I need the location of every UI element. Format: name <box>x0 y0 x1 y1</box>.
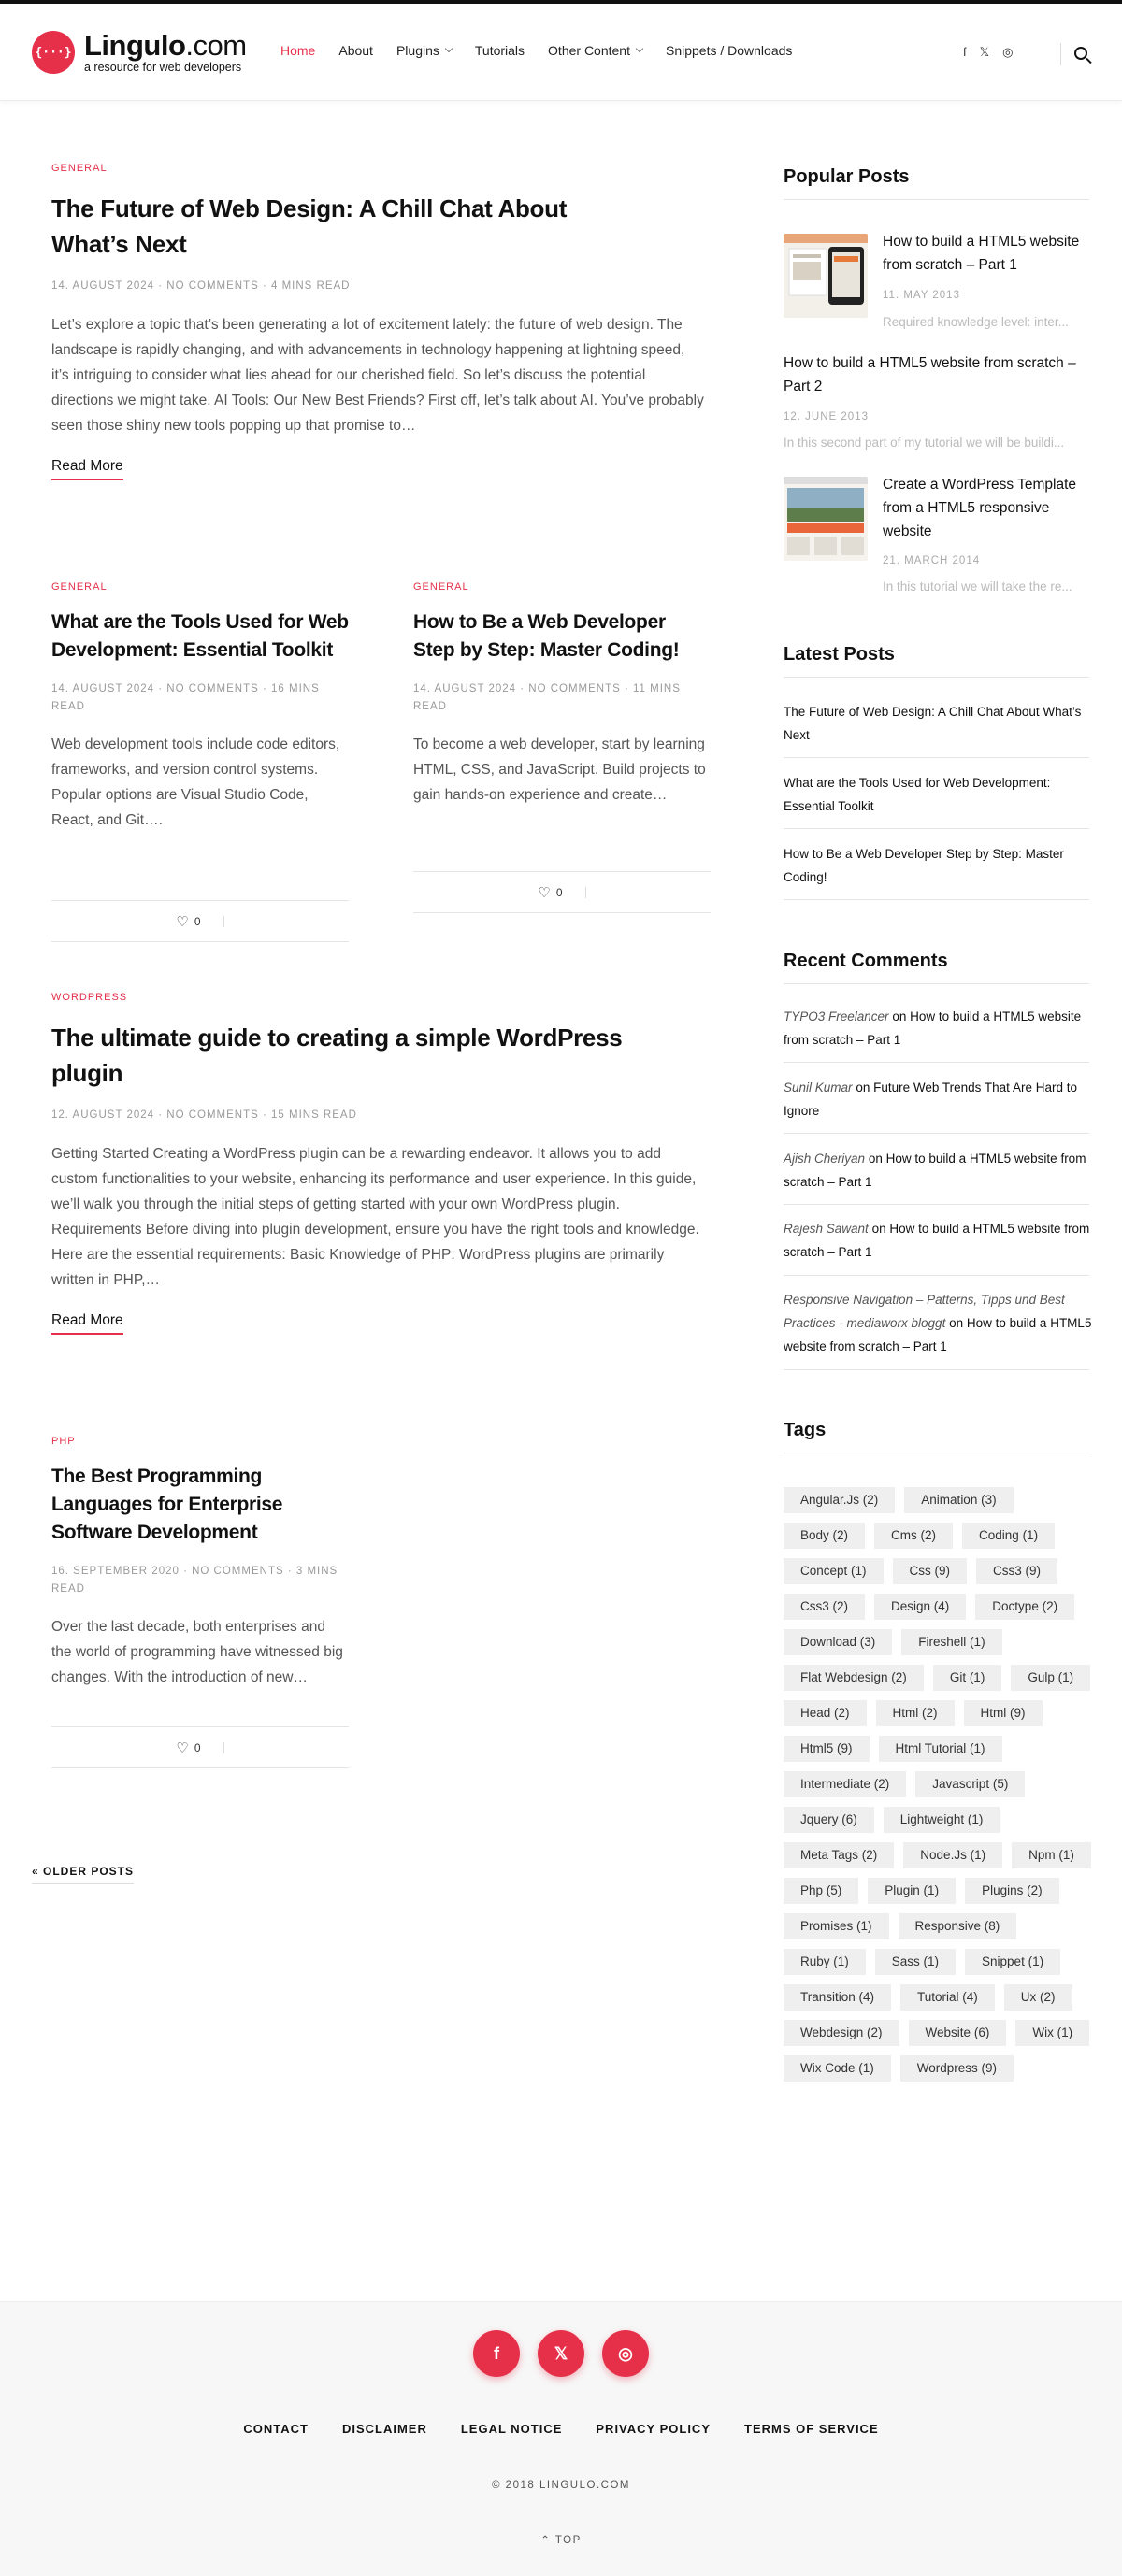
post-footer-bar <box>51 1726 349 1768</box>
comment-post-link[interactable]: How to build a HTML5 website from scratch – Part 1 <box>784 1222 1090 1259</box>
post-title[interactable]: How to Be a Web Developer Step by Step: Master Coding! <box>413 611 680 661</box>
post-how-to-be-web-developer <box>413 581 711 808</box>
main-nav <box>280 43 815 58</box>
popular-post-excerpt: In this second part of my tutorial we will be buildi... <box>784 436 1065 450</box>
logo-name-bold: Lingulo <box>84 28 186 62</box>
post-meta: 12. AUGUST 2024 · NO COMMENTS · 15 MINS READ <box>51 1109 357 1121</box>
popular-post-excerpt: Required knowledge level: inter... <box>883 315 1069 329</box>
read-more-link[interactable]: Read More <box>51 1312 123 1335</box>
tag-link[interactable]: Transition (4) <box>784 1984 891 2011</box>
latest-post-link[interactable]: How to Be a Web Developer Step by Step: Master Coding! <box>784 847 1064 884</box>
list-divider <box>784 828 1089 829</box>
heart-icon: ♡ <box>176 1739 189 1756</box>
comment-on: on <box>949 1316 964 1330</box>
like-button[interactable] <box>176 1739 200 1756</box>
post-excerpt: Getting Started Creating a WordPress plugin can be a rewarding endeavor. It allows you to add custom functionalities to your website, enhancing its performance and user experience. In this guide, we’ll walk you through the initial steps of getting started with your own WordPress plugin. Requirements Before diving into plugin development, ensure you have the right tools and knowledge. Here are the essential requirements: Basic Knowledge of PHP: WordPress plugins are primarily written in PHP,… <box>51 1146 699 1288</box>
recent-comment <box>784 1005 1092 1052</box>
post-excerpt: Let’s explore a topic that’s been generating a lot of excitement lately: the future of web design. The landscape is rapidly changing, and with advancements in technology happening at lightning speed, it’s intriguing to consider what lies ahead for our cherished field. So let’s discuss the potential directions we might take. AI Tools: Our New Best Friends? First off, let’s talk about AI. You’ve probably seen those shiny new tools popping up that promise to… <box>51 317 704 434</box>
tag-link[interactable]: Php (5) <box>784 1878 858 1904</box>
list-divider <box>784 1204 1089 1205</box>
tag-link[interactable]: Sass (1) <box>875 1949 956 1975</box>
post-excerpt: Over the last decade, both enterprises and the world of programming have witnessed big changes. With the introduction of new… <box>51 1619 343 1685</box>
heart-icon: ♡ <box>538 884 551 901</box>
recent-comment <box>784 1076 1092 1123</box>
nav-label: Other Content <box>548 43 630 58</box>
copyright: © 2018 LINGULO.COM <box>492 2480 630 2491</box>
post-category[interactable]: PHP <box>51 1436 76 1447</box>
popular-post-excerpt: In this tutorial we will take the re... <box>883 580 1072 594</box>
tag-link[interactable]: Flat Webdesign (2) <box>784 1665 924 1691</box>
post-title[interactable]: The Future of Web Design: A Chill Chat About What’s Next <box>51 194 568 258</box>
comment-author[interactable]: Responsive Navigation – Patterns, Tipps und Best Practices - mediaworx bloggt <box>784 1293 1065 1330</box>
nav-item-tutorials[interactable] <box>475 43 525 58</box>
footer-link-legal-notice[interactable]: LEGAL NOTICE <box>460 2422 563 2436</box>
post-title[interactable]: The ultimate guide to creating a simple WordPress plugin <box>51 1023 623 1087</box>
tag-link[interactable]: Head (2) <box>784 1700 867 1726</box>
tag-link[interactable]: Css3 (9) <box>976 1558 1057 1584</box>
nav-label: Tutorials <box>474 43 525 58</box>
comment-author[interactable]: Ajish Cheriyan <box>784 1152 866 1166</box>
tag-link[interactable]: Npm (1) <box>1012 1842 1091 1868</box>
widget-rule <box>784 199 1089 200</box>
post-future-web-design <box>51 163 706 480</box>
post-meta: 14. AUGUST 2024 · NO COMMENTS · 4 MINS READ <box>51 280 351 292</box>
tag-link[interactable]: Javascript (5) <box>915 1771 1025 1797</box>
footer-link-contact[interactable]: CONTACT <box>243 2422 309 2436</box>
tag-link[interactable]: Ruby (1) <box>784 1949 866 1975</box>
like-count: 0 <box>194 1740 201 1754</box>
logo-name <box>84 28 247 62</box>
tag-link[interactable]: Webdesign (2) <box>784 2020 899 2046</box>
comment-post-link[interactable]: How to build a HTML5 website from scratch – Part 1 <box>784 1009 1082 1047</box>
tag-link[interactable]: Body (2) <box>784 1523 865 1549</box>
comment-author[interactable]: TYPO3 Freelancer <box>784 1009 889 1023</box>
comment-author[interactable]: Rajesh Sawant <box>784 1222 869 1236</box>
header-social-links <box>963 45 1013 60</box>
tag-link[interactable]: Website (6) <box>909 2020 1007 2046</box>
like-count: 0 <box>555 885 563 899</box>
tags-title: Tags <box>784 1420 827 1440</box>
back-to-top-link[interactable]: ⌃ TOP <box>540 2535 582 2546</box>
post-footer-bar <box>413 871 711 913</box>
like-button[interactable] <box>176 913 200 930</box>
nav-item-snippets-downloads[interactable] <box>666 43 792 58</box>
post-tools-web-development <box>51 581 349 833</box>
comment-post-link[interactable]: Future Web Trends That Are Hard to Ignore <box>784 1080 1077 1118</box>
nav-label: Plugins <box>396 43 439 58</box>
x-twitter-icon[interactable]: 𝕏 <box>538 2330 584 2377</box>
tag-link[interactable]: Promises (1) <box>784 1913 889 1939</box>
comment-author[interactable]: Sunil Kumar <box>784 1080 853 1095</box>
post-category[interactable]: GENERAL <box>413 581 469 593</box>
site-footer <box>0 2301 1122 2576</box>
widget-rule <box>784 677 1089 678</box>
popular-post-title[interactable]: Create a WordPress Template from a HTML5 responsive website <box>883 477 1077 539</box>
tag-link[interactable]: Gulp (1) <box>1011 1665 1090 1691</box>
list-divider <box>784 899 1089 900</box>
comment-post-link[interactable]: How to build a HTML5 website from scratch – Part 1 <box>784 1152 1086 1189</box>
recent-comment <box>784 1288 1092 1358</box>
recent-comments-title: Recent Comments <box>784 951 948 971</box>
x-twitter-icon[interactable]: 𝕏 <box>979 45 990 59</box>
tag-link[interactable]: Intermediate (2) <box>784 1771 906 1797</box>
site-logo[interactable] <box>32 28 247 74</box>
footer-link-privacy-policy[interactable]: PRIVACY POLICY <box>596 2422 711 2436</box>
footer-divider <box>223 916 224 927</box>
nav-label: Home <box>280 43 316 58</box>
site-header <box>0 4 1122 101</box>
post-meta: 14. AUGUST 2024 · NO COMMENTS · 16 MINS READ <box>51 683 320 712</box>
post-excerpt: Web development tools include code editors, frameworks, and version control systems. Popular options are Visual Studio Code, React, and Git…. <box>51 737 340 828</box>
site-tagline: a resource for web developers <box>84 60 242 74</box>
post-wordpress-plugin-guide <box>51 992 706 1335</box>
tag-cloud <box>784 1487 1101 2082</box>
post-meta: 14. AUGUST 2024 · NO COMMENTS · 11 MINS READ <box>413 683 681 712</box>
list-divider <box>784 1369 1089 1370</box>
tag-link[interactable]: Wix Code (1) <box>784 2055 891 2082</box>
comment-on: on <box>868 1152 883 1166</box>
popular-post-thumbnail[interactable] <box>784 234 868 318</box>
post-title[interactable]: The Best Programming Languages for Enterprise Software Development <box>51 1466 283 1543</box>
comment-post-link[interactable]: How to build a HTML5 website from scratch – Part 1 <box>784 1316 1092 1353</box>
chevron-down-icon <box>636 45 643 52</box>
tag-link[interactable]: Css3 (2) <box>784 1594 865 1620</box>
tag-link[interactable]: Plugin (1) <box>868 1878 956 1904</box>
facebook-icon[interactable]: f <box>963 45 967 59</box>
like-button[interactable] <box>538 884 562 901</box>
tag-link[interactable]: Coding (1) <box>962 1523 1055 1549</box>
tag-link[interactable]: Wix (1) <box>1015 2020 1089 2046</box>
tag-link[interactable]: Tutorial (4) <box>900 1984 995 2011</box>
tag-link[interactable]: Angular.Js (2) <box>784 1487 895 1513</box>
popular-post-date: 12. JUNE 2013 <box>784 411 869 422</box>
nav-item-about[interactable] <box>338 43 373 58</box>
tag-link[interactable]: Doctype (2) <box>975 1594 1074 1620</box>
footer-social-links <box>473 2330 649 2377</box>
nav-item-home[interactable] <box>280 43 315 58</box>
recent-comment <box>784 1217 1092 1264</box>
instagram-icon[interactable]: ◎ <box>1002 45 1014 59</box>
post-title[interactable]: What are the Tools Used for Web Development: Essential Toolkit <box>51 611 349 661</box>
latest-posts-title: Latest Posts <box>784 644 895 665</box>
tag-link[interactable]: Html5 (9) <box>784 1736 870 1762</box>
post-meta: 16. SEPTEMBER 2020 · NO COMMENTS · 3 MINS READ <box>51 1566 338 1595</box>
tag-link[interactable]: Ux (2) <box>1004 1984 1072 2011</box>
tag-link[interactable]: Git (1) <box>933 1665 1002 1691</box>
tag-link[interactable]: Responsive (8) <box>899 1913 1017 1939</box>
logo-name-light: .com <box>185 28 247 62</box>
tag-link[interactable]: Plugins (2) <box>965 1878 1059 1904</box>
latest-post-link[interactable]: The Future of Web Design: A Chill Chat About What’s Next <box>784 705 1082 742</box>
post-category[interactable]: GENERAL <box>51 581 108 593</box>
comment-on: on <box>871 1222 886 1236</box>
nav-label: About <box>338 43 373 58</box>
heart-icon: ♡ <box>176 913 189 930</box>
nav-label: Snippets / Downloads <box>665 43 793 58</box>
tag-link[interactable]: Design (4) <box>874 1594 966 1620</box>
widget-rule <box>784 983 1089 984</box>
post-footer-bar <box>51 900 349 942</box>
popular-post-title[interactable]: How to build a HTML5 website from scratch – Part 1 <box>883 234 1080 273</box>
tag-link[interactable]: Concept (1) <box>784 1558 884 1584</box>
tag-link[interactable]: Html (2) <box>876 1700 955 1726</box>
footer-link-disclaimer[interactable]: DISCLAIMER <box>341 2422 427 2436</box>
list-divider <box>784 1133 1089 1134</box>
list-divider <box>784 1275 1089 1276</box>
popular-post-thumbnail[interactable] <box>784 477 868 561</box>
popular-post-date: 21. MARCH 2014 <box>883 555 981 566</box>
chevron-down-icon <box>445 45 453 52</box>
latest-post-link[interactable]: What are the Tools Used for Web Development: Essential Toolkit <box>784 776 1051 813</box>
tag-link[interactable]: Jquery (6) <box>784 1807 874 1833</box>
comment-on: on <box>892 1009 907 1023</box>
tag-link[interactable]: Download (3) <box>784 1629 892 1655</box>
post-excerpt: To become a web developer, start by learning HTML, CSS, and JavaScript. Build projects to gain hands-on experience and create… <box>413 737 706 803</box>
tag-link[interactable]: Animation (3) <box>904 1487 1013 1513</box>
recent-comment <box>784 1147 1092 1194</box>
tag-link[interactable]: Cms (2) <box>874 1523 953 1549</box>
tag-link[interactable]: Css (9) <box>893 1558 968 1584</box>
tag-link[interactable]: Wordpress (9) <box>900 2055 1014 2082</box>
search-icon[interactable] <box>1074 47 1087 60</box>
facebook-icon[interactable]: f <box>473 2330 520 2377</box>
nav-item-other-content[interactable] <box>548 43 642 58</box>
tag-link[interactable]: Node.Js (1) <box>903 1842 1002 1868</box>
footer-divider <box>223 1742 224 1753</box>
popular-posts-title: Popular Posts <box>784 166 910 187</box>
list-divider <box>784 1062 1089 1063</box>
tag-link[interactable]: Html Tutorial (1) <box>879 1736 1002 1762</box>
post-category[interactable]: GENERAL <box>51 163 108 174</box>
post-programming-languages-enterprise <box>51 1436 349 1690</box>
footer-divider <box>585 887 586 898</box>
like-count: 0 <box>194 914 201 928</box>
list-divider <box>784 757 1089 758</box>
popular-post-title[interactable]: How to build a HTML5 website from scratch – Part 2 <box>784 355 1076 394</box>
footer-link-terms-of-service[interactable]: TERMS OF SERVICE <box>744 2422 879 2436</box>
tag-link[interactable]: Html (9) <box>964 1700 1043 1726</box>
tag-link[interactable]: Fireshell (1) <box>901 1629 1001 1655</box>
tag-link[interactable]: Meta Tags (2) <box>784 1842 894 1868</box>
nav-item-plugins[interactable] <box>396 43 452 58</box>
popular-post-date: 11. MAY 2013 <box>883 290 960 301</box>
tag-link[interactable]: Snippet (1) <box>965 1949 1060 1975</box>
footer-links <box>0 2422 1122 2436</box>
tag-link[interactable]: Lightweight (1) <box>884 1807 1000 1833</box>
older-posts-link[interactable]: « OLDER POSTS <box>32 1865 134 1884</box>
read-more-link[interactable]: Read More <box>51 458 123 480</box>
comment-on: on <box>856 1080 870 1095</box>
instagram-icon[interactable]: ◎ <box>602 2330 649 2377</box>
logo-mark-icon: {···} <box>32 31 75 74</box>
post-category[interactable]: WORDPRESS <box>51 992 128 1003</box>
header-divider <box>1060 43 1061 65</box>
